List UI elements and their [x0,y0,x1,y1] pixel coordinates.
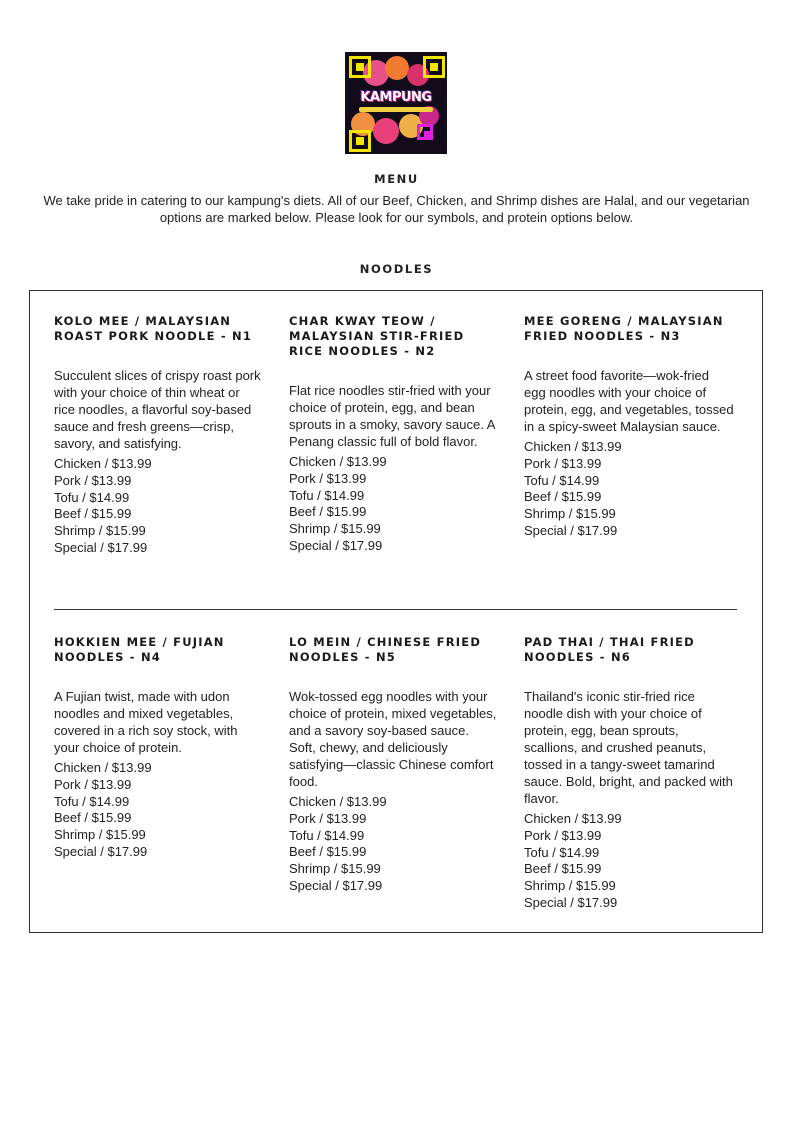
price-option: Chicken / $13.99 [289,454,387,469]
qr-marker-icon [349,130,371,152]
price-option: Special / $17.99 [54,843,148,859]
item-description: Thailand's iconic stir-fried rice noodle dish with your choice of protein, egg, bean sprouts, scallions, and crushed peanuts, tossed in a tangy-sweet tamarind sauce. Bold, bright, and packed with flavor. [524,689,733,806]
item-description: Flat rice noodles stir-fried with your choice of protein, egg, and bean sprouts in a smoky, savory sauce. A Penang classic full of bold flavor. [289,383,495,449]
menu-item-n4 [54,635,264,861]
price-option: Shrimp / $15.99 [524,506,616,522]
price-option: Beef / $15.99 [524,861,602,877]
price-option: Beef / $15.99 [289,504,367,520]
menu-item-n5 [289,635,499,895]
item-title: LO MEIN / CHINESE FRIED NOODLES - N5 [289,635,482,664]
item-title: PAD THAI / THAI FRIED NOODLES - N6 [524,635,695,664]
price-option: Chicken / $13.99 [524,439,622,454]
menu-item-n2 [289,314,499,555]
item-title: KOLO MEE / MALAYSIAN ROAST PORK NOODLE - N1 [54,314,253,343]
section-heading: NOODLES [359,262,434,276]
price-option: Tofu / $14.99 [524,844,600,860]
price-option: Shrimp / $15.99 [289,521,381,537]
price-option: Chicken / $13.99 [54,760,152,775]
price-option: Tofu / $14.99 [524,472,600,488]
intro-text: We take pride in catering to our kampung's diets. All of our Beef, Chicken, and Shrimp dishes are Halal, and our vegetarian options are marked below. Please look for our symbols, and protein options below. [43,193,750,225]
item-title: CHAR KWAY TEOW / MALAYSIAN STIR-FRIED RICE NOODLES - N2 [289,314,465,358]
item-description: Wok-tossed egg noodles with your choice of protein, mixed vegetables, and a savory soy-based sauce. Soft, chewy, and deliciously satisfying—classic Chinese comfort food. [289,689,497,789]
price-option: Pork / $13.99 [524,455,602,471]
menu-item-n1 [54,314,264,557]
price-option: Pork / $13.99 [54,472,132,488]
price-option: Tofu / $14.99 [54,793,130,809]
item-description: A street food favorite—wok-fried egg noodles with your choice of protein, egg, and vegetables, tossed in a spicy-sweet Malaysian sauce. [524,368,734,434]
qr-marker-icon [349,56,371,78]
item-title: MEE GORENG / MALAYSIAN FRIED NOODLES - N3 [524,314,724,343]
price-option: Beef / $15.99 [524,489,602,505]
price-option: Special / $17.99 [289,877,383,893]
price-option: Chicken / $13.99 [289,794,387,809]
price-option: Special / $17.99 [524,894,618,910]
price-option: Beef / $15.99 [54,506,132,522]
item-description: Succulent slices of crispy roast pork with your choice of thin wheat or rice noodles, a flavorful soy-based sauce and fresh greens—crisp, savory, and satisfying. [54,368,261,451]
restaurant-logo [345,52,447,154]
logo-wordmark: KAMPUNG [360,90,432,105]
menu-heading: MENU [374,172,419,186]
price-option: Tofu / $14.99 [289,827,365,843]
price-option: Pork / $13.99 [54,776,132,792]
price-option: Special / $17.99 [54,539,148,555]
qr-marker-icon [423,56,445,78]
qr-marker-icon [417,124,433,140]
price-option: Pork / $13.99 [289,470,367,486]
price-option: Tofu / $14.99 [289,487,365,503]
price-option: Special / $17.99 [524,522,618,538]
price-option: Shrimp / $15.99 [289,861,381,877]
menu-item-n6 [524,635,734,912]
item-title: HOKKIEN MEE / FUJIAN NOODLES - N4 [54,635,225,664]
logo-banner [359,107,433,112]
price-option: Chicken / $13.99 [524,811,622,826]
item-description: A Fujian twist, made with udon noodles and mixed vegetables, covered in a rich soy stock, with your choice of protein. [54,689,238,755]
price-option: Shrimp / $15.99 [524,878,616,894]
price-option: Shrimp / $15.99 [54,523,146,539]
row-divider [54,609,737,610]
menu-item-n3 [524,314,734,540]
price-option: Shrimp / $15.99 [54,827,146,843]
price-option: Chicken / $13.99 [54,456,152,471]
price-option: Pork / $13.99 [524,827,602,843]
price-option: Tofu / $14.99 [54,489,130,505]
price-option: Beef / $15.99 [289,844,367,860]
price-option: Pork / $13.99 [289,810,367,826]
price-option: Beef / $15.99 [54,810,132,826]
price-option: Special / $17.99 [289,537,383,553]
